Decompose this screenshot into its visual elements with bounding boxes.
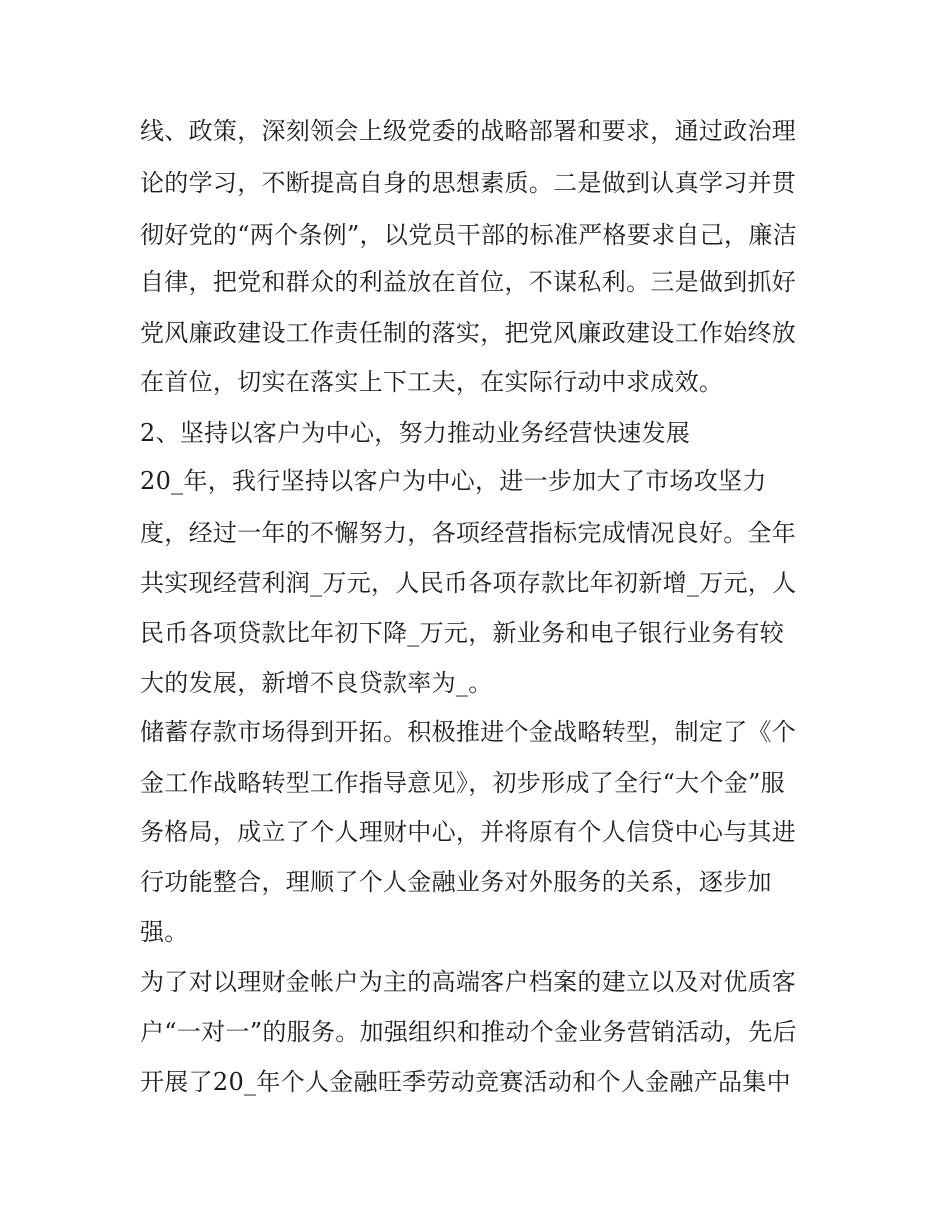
text-line: 论的学习，不断提高自身的思想素质。二是做到认真学习并贯 xyxy=(140,169,797,197)
text-line: 开展了20_年个人金融旺季劳动竞赛活动和个人金融产品集中 xyxy=(140,1068,791,1096)
text-line: 为了对以理财金帐户为主的高端客户档案的建立以及对优质客 xyxy=(140,968,797,996)
text-line: 自律，把党和群众的利益放在首位，不谋私利。三是做到抓好 xyxy=(140,268,797,296)
text-line: 大的发展，新增不良贷款率为_。 xyxy=(140,669,493,697)
section-heading: 2、坚持以客户为中心，努力推动业务经营快速发展 xyxy=(140,419,691,447)
text-line: 线、政策，深刻领会上级党委的战略部署和要求，通过政治理 xyxy=(140,117,797,145)
text-line: 储蓄存款市场得到开拓。积极推进个金战略转型，制定了《个 xyxy=(140,718,797,746)
text-line: 户“一对一”的服务。加强组织和推动个金业务营销活动，先后 xyxy=(140,1018,797,1046)
text-line: 行功能整合，理顺了个人金融业务对外服务的关系，逐步加 xyxy=(140,868,772,896)
text-line: 党风廉政建设工作责任制的落实，把党风廉政建设工作始终放 xyxy=(140,319,797,347)
text-line: 彻好党的“两个条例”，以党员干部的标准严格要求自己，廉洁 xyxy=(140,221,797,249)
text-line: 务格局，成立了个人理财中心，并将原有个人信贷中心与其进 xyxy=(140,818,797,846)
text-line: 强。 xyxy=(140,918,189,946)
text-line: 20_年，我行坚持以客户为中心，进一步加大了市场攻坚力 xyxy=(140,467,767,495)
text-line: 金工作战略转型工作指导意见》，初步形成了全行“大个金”服 xyxy=(140,769,785,797)
text-line: 共实现经营利润_万元，人民币各项存款比年初新增_万元，人 xyxy=(140,569,797,597)
text-line: 在首位，切实在落实上下工夫，在实际行动中求成效。 xyxy=(140,368,724,396)
text-line: 民币各项贷款比年初下降_万元，新业务和电子银行业务有较 xyxy=(140,619,785,647)
text-line: 度，经过一年的不懈努力，各项经营指标完成情况良好。全年 xyxy=(140,519,797,547)
